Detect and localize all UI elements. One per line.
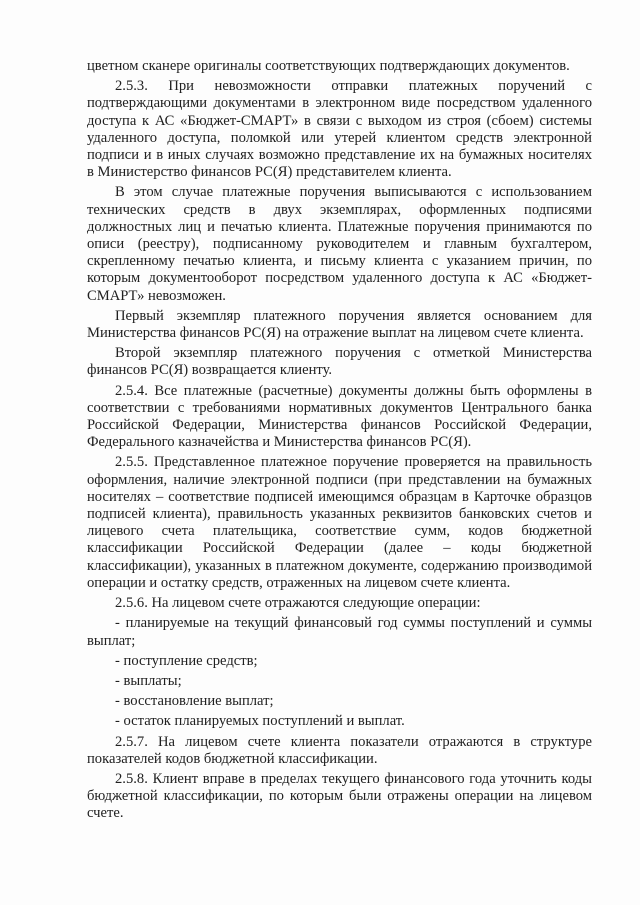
list-item: - выплаты; [115,672,182,689]
paragraph-2-5-3: 2.5.3. При невозможности отправки платежных поручений с подтверждающими документами в электронном виде посредством удаленного доступа к АС «Бюджет-СМАРТ» в связи с выходом из строя (сбоем) системы удаленного доступа, поломкой или утерей клиентом средств электронной подписи и в иных случаях возможно представление их на бумажных носителях в Министерство финансов РС(Я) представителем клиента. [87,78,592,181]
list-item: - восстановление выплат; [115,693,274,710]
paragraph-paper-procedure: В этом случае платежные поручения выписываются с использованием технических средств в двух экземплярах, оформленных подписями должностных лиц и печатью клиента. Платежные поручения принимаются по описи (реестру), подписанному руководителем и главным бухгалтером, скрепленному печатью клиента, и письму клиента с указанием причин, по которым документооборот посредством удаленного доступа к АС «Бюджет-СМАРТ» невозможен. [87,184,592,304]
list-item: - остаток планируемых поступлений и выплат. [115,713,405,730]
document-body [87,58,592,823]
paragraph-first-copy: Первый экземпляр платежного поручения является основанием для Министерства финансов РС(Я) на отражение выплат на лицевом счете клиента. [87,307,592,342]
paragraph-2-5-7: 2.5.7. На лицевом счете клиента показатели отражаются в структуре показателей кодов бюджетной классификации. [87,733,592,767]
list-item: - планируемые на текущий финансовый год суммы поступлений и суммы выплат; [87,615,592,649]
paragraph-second-copy: Второй экземпляр платежного поручения с отметкой Министерства финансов РС(Я) возвращается клиенту. [87,345,592,379]
paragraph-2-5-8: 2.5.8. Клиент вправе в пределах текущего финансового года уточнить коды бюджетной классификации, по которым были отражены операции на лицевом счете. [87,770,592,822]
paragraph-2-5-6: 2.5.6. На лицевом счете отражаются следующие операции: [115,595,481,612]
list-item: - поступление средств; [115,652,258,669]
paragraph-2-5-4: 2.5.4. Все платежные (расчетные) документы должны быть оформлены в соответствии с требованиями нормативных документов Центрального банка Российской Федерации, Министерства финансов Российской Федерации, Федерального казначейства и Министерства финансов РС(Я). [87,382,592,451]
paragraph-2-5-5: 2.5.5. Представленное платежное поручение проверяется на правильность оформления, наличие электронной подписи (при представлении на бумажных носителях – соответствие подписей имеющимся образцам в Карточке образцов подписей клиента), правильность указанных реквизитов банковских счетов и лицевого счета плательщика, соответствие сумм, кодов бюджетной классификации Российской Федерации (далее – коды бюджетной классификации), указанных в платежном документе, содержанию производимой операции и остатку средств, отраженных на лицевом счете клиента. [87,454,592,591]
paragraph-continuation: цветном сканере оригиналы соответствующих подтверждающих документов. [87,58,570,74]
